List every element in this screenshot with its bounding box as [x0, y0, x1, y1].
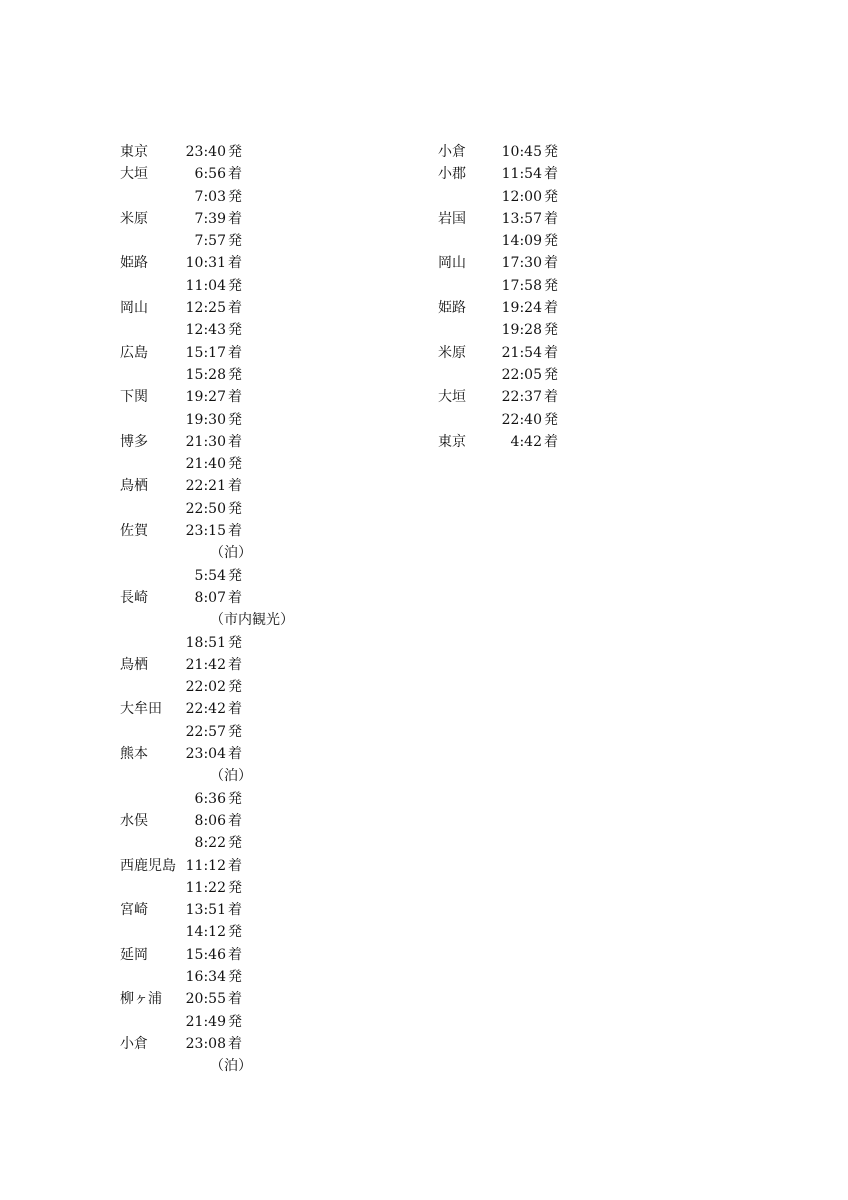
station-name: 小倉	[120, 1035, 148, 1052]
time: 18:51	[185, 634, 226, 651]
arrival-departure-mark: 発	[228, 567, 242, 584]
arrival-departure-mark: 発	[544, 411, 558, 428]
station-name: 宮崎	[120, 902, 148, 919]
time: 11:12	[185, 857, 226, 874]
arrival-departure-mark: 発	[228, 277, 242, 294]
time: 19:24	[501, 300, 542, 317]
time: 21:30	[185, 433, 226, 450]
arrival-departure-mark: 着	[228, 389, 242, 406]
time: 17:30	[501, 255, 542, 272]
time: 11:54	[501, 166, 542, 183]
station-name: 西鹿児島	[120, 857, 176, 874]
time: 14:09	[501, 233, 542, 250]
arrival-departure-mark: 発	[228, 679, 242, 696]
station-name: 小倉	[438, 144, 466, 160]
arrival-departure-mark: 着	[544, 300, 558, 317]
time: 17:58	[501, 277, 542, 294]
time: 11:04	[185, 277, 226, 294]
time: 22:05	[501, 366, 542, 383]
arrival-departure-mark: 発	[544, 322, 558, 339]
arrival-departure-mark: 発	[228, 1013, 242, 1030]
arrival-departure-mark: 着	[228, 902, 242, 919]
time: 21:40	[185, 456, 226, 473]
arrival-departure-mark: 発	[228, 144, 242, 160]
itinerary-note: （泊）	[210, 545, 252, 562]
arrival-departure-mark: 発	[228, 634, 242, 651]
arrival-departure-mark: 発	[544, 144, 558, 160]
itinerary-note: （泊）	[210, 768, 252, 785]
arrival-departure-mark: 発	[228, 456, 242, 473]
time: 21:54	[501, 344, 542, 361]
time: 20:55	[185, 991, 226, 1008]
time: 12:43	[185, 322, 226, 339]
time: 8:06	[194, 812, 226, 829]
arrival-departure-mark: 発	[228, 188, 242, 205]
time: 15:17	[185, 344, 226, 361]
arrival-departure-mark: 発	[228, 411, 242, 428]
station-name: 大牟田	[120, 701, 162, 718]
arrival-departure-mark: 着	[544, 255, 558, 272]
arrival-departure-mark: 着	[228, 433, 242, 450]
time: 19:28	[501, 322, 542, 339]
arrival-departure-mark: 着	[544, 210, 558, 227]
time: 6:36	[194, 790, 226, 807]
arrival-departure-mark: 発	[544, 277, 558, 294]
arrival-departure-mark: 発	[228, 233, 242, 250]
arrival-departure-mark: 着	[228, 746, 242, 763]
time: 10:31	[185, 255, 226, 272]
time: 23:15	[185, 523, 226, 540]
station-name: 柳ヶ浦	[120, 991, 162, 1008]
itinerary-note: （泊）	[210, 1058, 252, 1075]
time: 13:51	[185, 902, 226, 919]
arrival-departure-mark: 着	[228, 210, 242, 227]
arrival-departure-mark: 発	[544, 366, 558, 383]
time: 13:57	[501, 210, 542, 227]
station-name: 鳥栖	[120, 478, 148, 495]
time: 7:57	[194, 233, 226, 250]
time: 22:50	[185, 500, 226, 517]
time: 7:03	[194, 188, 226, 205]
time: 14:12	[185, 924, 226, 941]
arrival-departure-mark: 着	[544, 166, 558, 183]
time: 12:00	[501, 188, 542, 205]
station-name: 広島	[120, 344, 148, 361]
station-name: 鳥栖	[120, 656, 148, 673]
station-name: 米原	[438, 344, 466, 361]
arrival-departure-mark: 着	[228, 300, 242, 317]
arrival-departure-mark: 発	[228, 500, 242, 517]
station-name: 岡山	[438, 255, 466, 272]
arrival-departure-mark: 着	[228, 523, 242, 540]
station-name: 大垣	[120, 166, 148, 183]
station-name: 水俣	[120, 812, 148, 829]
arrival-departure-mark: 着	[228, 589, 242, 606]
time: 8:22	[194, 835, 226, 852]
station-name: 熊本	[120, 746, 148, 763]
station-name: 小郡	[438, 166, 466, 183]
time: 22:57	[185, 723, 226, 740]
station-name: 大垣	[438, 389, 466, 406]
arrival-departure-mark: 着	[228, 344, 242, 361]
arrival-departure-mark: 着	[228, 255, 242, 272]
arrival-departure-mark: 発	[228, 322, 242, 339]
arrival-departure-mark: 発	[228, 790, 242, 807]
arrival-departure-mark: 発	[228, 879, 242, 896]
arrival-departure-mark: 着	[228, 812, 242, 829]
time: 16:34	[185, 968, 226, 985]
station-name: 米原	[120, 210, 148, 227]
arrival-departure-mark: 着	[228, 701, 242, 718]
arrival-departure-mark: 着	[228, 857, 242, 874]
time: 23:04	[185, 746, 226, 763]
arrival-departure-mark: 発	[228, 723, 242, 740]
time: 8:07	[194, 589, 226, 606]
station-name: 岩国	[438, 210, 466, 227]
arrival-departure-mark: 着	[228, 946, 242, 963]
time: 22:02	[185, 679, 226, 696]
arrival-departure-mark: 発	[544, 188, 558, 205]
time: 21:42	[185, 656, 226, 673]
arrival-departure-mark: 着	[228, 478, 242, 495]
time: 15:28	[185, 366, 226, 383]
arrival-departure-mark: 着	[544, 433, 558, 450]
arrival-departure-mark: 発	[544, 233, 558, 250]
time: 23:08	[185, 1035, 226, 1052]
station-name: 下関	[120, 389, 148, 406]
arrival-departure-mark: 着	[544, 344, 558, 361]
time: 21:49	[185, 1013, 226, 1030]
station-name: 東京	[120, 144, 148, 160]
arrival-departure-mark: 発	[228, 924, 242, 941]
itinerary-note: （市内観光）	[210, 612, 294, 629]
time: 19:27	[185, 389, 226, 406]
time: 5:54	[194, 567, 226, 584]
time: 22:40	[501, 411, 542, 428]
station-name: 東京	[438, 433, 466, 450]
arrival-departure-mark: 発	[228, 968, 242, 985]
time: 19:30	[185, 411, 226, 428]
time: 23:40	[185, 144, 226, 160]
arrival-departure-mark: 着	[228, 166, 242, 183]
station-name: 博多	[120, 433, 148, 450]
time: 11:22	[185, 879, 226, 896]
arrival-departure-mark: 発	[228, 835, 242, 852]
arrival-departure-mark: 着	[228, 991, 242, 1008]
time: 6:56	[194, 166, 226, 183]
station-name: 延岡	[120, 946, 148, 963]
time: 22:42	[185, 701, 226, 718]
station-name: 姫路	[438, 300, 466, 317]
station-name: 岡山	[120, 300, 148, 317]
time: 7:39	[194, 210, 226, 227]
arrival-departure-mark: 着	[228, 1035, 242, 1052]
arrival-departure-mark: 着	[228, 656, 242, 673]
time: 10:45	[501, 144, 542, 160]
station-name: 姫路	[120, 255, 148, 272]
time: 22:21	[185, 478, 226, 495]
station-name: 佐賀	[120, 523, 148, 540]
time: 12:25	[185, 300, 226, 317]
time: 22:37	[501, 389, 542, 406]
arrival-departure-mark: 発	[228, 366, 242, 383]
arrival-departure-mark: 着	[544, 389, 558, 406]
station-name: 長崎	[120, 589, 148, 606]
time: 15:46	[185, 946, 226, 963]
time: 4:42	[510, 433, 542, 450]
